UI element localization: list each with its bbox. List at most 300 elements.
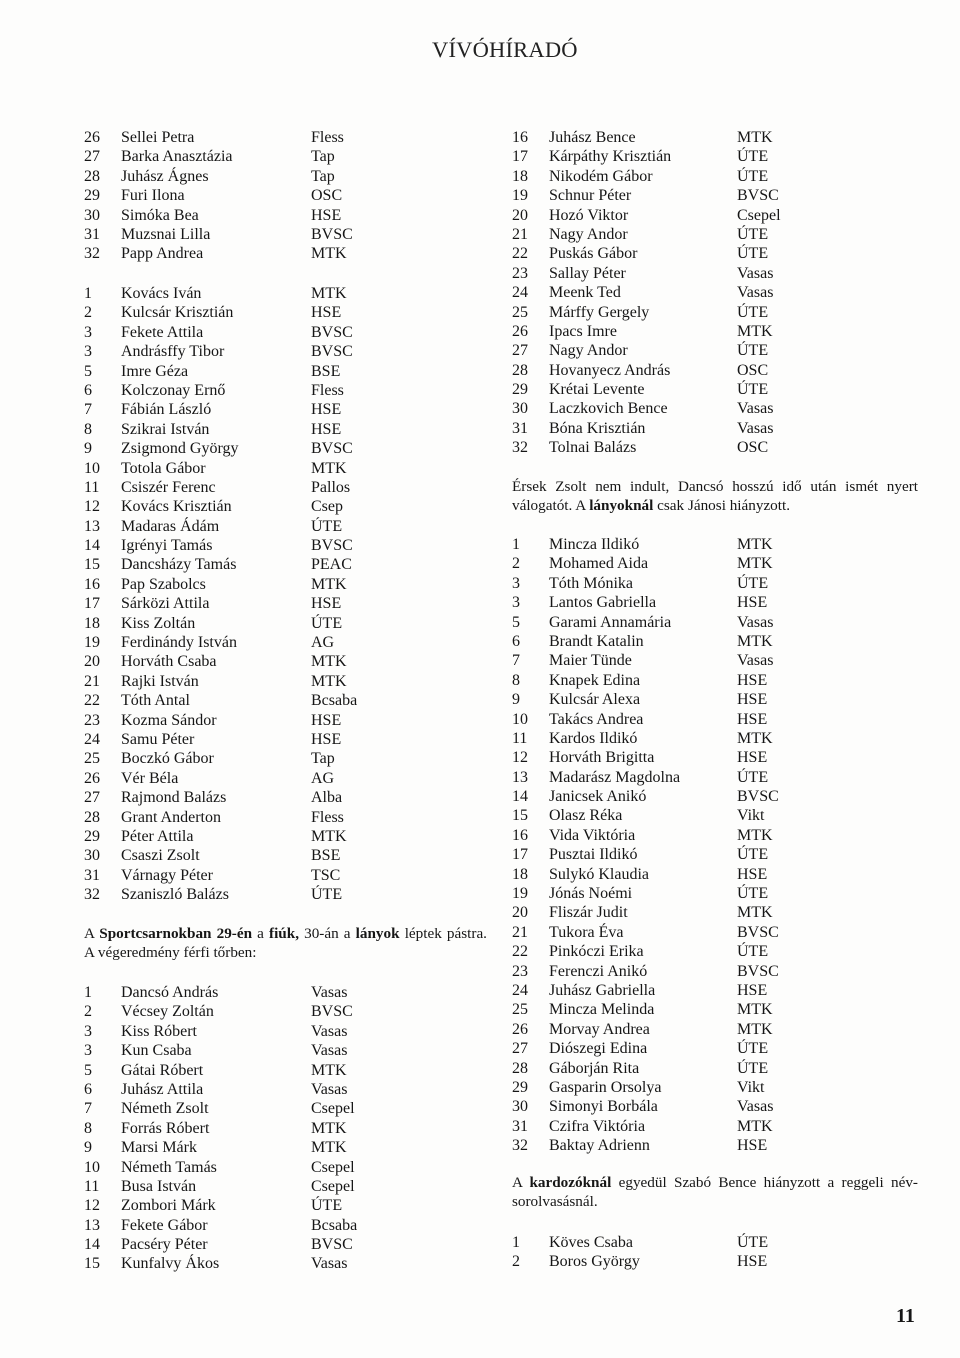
name-cell: Nikodém Gábor xyxy=(549,167,653,185)
name-cell: Samu Péter xyxy=(121,730,195,748)
ranking-row xyxy=(84,497,484,516)
rank-cell: 3 xyxy=(512,574,520,592)
ranking-row xyxy=(84,225,484,244)
ranking-row xyxy=(84,633,484,652)
ranking-row xyxy=(84,536,484,555)
club-cell: HSE xyxy=(311,730,342,748)
ranking-row xyxy=(84,983,484,1002)
name-cell: Tukora Éva xyxy=(549,923,624,941)
ranking-row xyxy=(512,1000,912,1019)
name-cell: Horváth Csaba xyxy=(121,653,217,671)
ranking-row xyxy=(84,1254,484,1273)
club-cell: Csepel xyxy=(311,1158,355,1176)
rank-cell: 13 xyxy=(84,1216,100,1234)
club-cell: BVSC xyxy=(737,962,779,980)
club-cell: BVSC xyxy=(311,323,353,341)
name-cell: Fekete Attila xyxy=(121,323,204,341)
club-cell: ÚTE xyxy=(737,303,769,321)
ranking-row xyxy=(512,1097,912,1116)
club-cell: MTK xyxy=(311,1061,347,1079)
club-cell: Fless xyxy=(311,381,344,399)
rank-cell: 16 xyxy=(512,826,528,844)
ranking-row xyxy=(512,264,912,283)
name-cell: Zombori Márk xyxy=(121,1197,216,1215)
club-cell: Vasas xyxy=(737,284,774,302)
name-cell: Puskás Gábor xyxy=(549,245,638,263)
ranking-row xyxy=(84,1177,484,1196)
club-cell: ÚTE xyxy=(737,245,769,263)
rank-cell: 17 xyxy=(84,595,100,613)
ranking-row xyxy=(512,1039,912,1058)
rank-cell: 6 xyxy=(512,632,520,650)
rank-cell: 10 xyxy=(84,459,100,477)
club-cell: Csepel xyxy=(737,206,781,224)
note-paragraph-left xyxy=(84,924,487,963)
rank-cell: 14 xyxy=(84,537,100,555)
rank-cell: 9 xyxy=(512,691,520,709)
club-cell: MTK xyxy=(311,575,347,593)
name-cell: Köves Csaba xyxy=(549,1234,633,1251)
rank-cell: 22 xyxy=(84,692,100,710)
name-cell: Tolnai Balázs xyxy=(549,439,637,457)
rank-cell: 3 xyxy=(512,594,520,612)
club-cell: BVSC xyxy=(311,440,353,458)
club-cell: Vasas xyxy=(737,400,774,418)
club-cell: Csepel xyxy=(311,1177,355,1195)
rank-cell: 5 xyxy=(512,613,520,631)
club-cell: Vasas xyxy=(737,264,774,282)
rank-cell: 26 xyxy=(84,129,100,146)
ranking-row xyxy=(84,1080,484,1099)
ranking-row xyxy=(84,1235,484,1254)
rank-cell: 2 xyxy=(512,1253,520,1271)
rank-cell: 28 xyxy=(84,167,100,185)
ranking-row xyxy=(84,362,484,381)
name-cell: Szaniszló Balázs xyxy=(121,886,229,904)
rank-cell: 8 xyxy=(512,671,520,689)
club-cell: ÚTE xyxy=(737,1040,769,1058)
name-cell: Baktay Adrienn xyxy=(549,1137,650,1155)
ranking-row xyxy=(84,788,484,807)
ranking-list-right-bottom xyxy=(512,1233,912,1272)
club-cell: MTK xyxy=(737,1020,773,1038)
name-cell: Imre Géza xyxy=(121,362,189,380)
name-cell: Sellei Petra xyxy=(121,129,195,146)
note-text: a xyxy=(252,925,270,942)
name-cell: Mohamed Aida xyxy=(549,555,649,573)
club-cell: ÚTE xyxy=(737,148,769,166)
rank-cell: 24 xyxy=(84,730,100,748)
rank-cell: 5 xyxy=(84,362,92,380)
rank-cell: 1 xyxy=(512,536,520,553)
club-cell: OSC xyxy=(737,361,769,379)
rank-cell: 26 xyxy=(512,322,528,340)
ranking-row xyxy=(84,808,484,827)
club-cell: Tap xyxy=(311,750,335,768)
ranking-row xyxy=(84,1041,484,1060)
rank-cell: 32 xyxy=(84,245,100,263)
name-cell: Zsigmond György xyxy=(121,440,239,458)
rank-cell: 31 xyxy=(512,419,528,437)
name-cell: Sárközi Attila xyxy=(121,595,210,613)
club-cell: Fless xyxy=(311,129,344,146)
rank-cell: 12 xyxy=(84,1197,100,1215)
club-cell: Vasas xyxy=(737,419,774,437)
club-cell: ÚTE xyxy=(737,342,769,360)
club-cell: HSE xyxy=(311,206,342,224)
name-cell: Juhász Bence xyxy=(549,129,636,146)
ranking-row xyxy=(84,400,484,419)
name-cell: Mincza Ildikó xyxy=(549,536,640,553)
rank-cell: 24 xyxy=(512,284,528,302)
ranking-row xyxy=(512,787,912,806)
name-cell: Hovanyecz András xyxy=(549,361,671,379)
name-cell: Dancsó András xyxy=(121,984,219,1001)
note-text: A xyxy=(84,925,100,942)
rank-cell: 28 xyxy=(84,808,100,826)
rank-cell: 15 xyxy=(512,807,528,825)
club-cell: HSE xyxy=(311,595,342,613)
name-cell: Pinkóczi Erika xyxy=(549,943,644,961)
ranking-row xyxy=(512,613,912,632)
rank-cell: 3 xyxy=(84,1022,92,1040)
name-cell: Maier Tünde xyxy=(549,652,632,670)
rank-cell: 32 xyxy=(512,439,528,457)
ranking-row xyxy=(512,768,912,787)
rank-cell: 1 xyxy=(512,1234,520,1251)
name-cell: Madaras Ádám xyxy=(121,517,220,535)
name-cell: Schnur Péter xyxy=(549,187,632,205)
rank-cell: 19 xyxy=(84,634,100,652)
name-cell: Ipacs Imre xyxy=(549,322,617,340)
rank-cell: 27 xyxy=(512,342,528,360)
club-cell: ÚTE xyxy=(737,225,769,243)
rank-cell: 18 xyxy=(84,614,100,632)
rank-cell: 11 xyxy=(84,1177,100,1195)
name-cell: Csiszér Ferenc xyxy=(121,478,216,496)
ranking-row xyxy=(84,1119,484,1138)
club-cell: HSE xyxy=(737,691,768,709)
ranking-row xyxy=(84,885,484,904)
club-cell: Vasas xyxy=(311,1255,348,1273)
ranking-row xyxy=(84,128,484,147)
name-cell: Marsi Márk xyxy=(121,1139,197,1157)
name-cell: Rajki István xyxy=(121,672,199,690)
name-cell: Fliszár Judit xyxy=(549,904,628,922)
rank-cell: 7 xyxy=(84,1100,92,1118)
club-cell: BVSC xyxy=(737,788,779,806)
name-cell: Juhász Attila xyxy=(121,1080,204,1098)
ranking-row xyxy=(512,186,912,205)
ranking-row xyxy=(512,206,912,225)
ranking-row xyxy=(84,284,484,303)
ranking-row xyxy=(84,1196,484,1215)
club-cell: Bcsaba xyxy=(311,1216,358,1234)
rank-cell: 29 xyxy=(512,381,528,399)
club-cell: Vasas xyxy=(737,652,774,670)
club-cell: ÚTE xyxy=(737,1234,769,1251)
ranking-row xyxy=(512,806,912,825)
club-cell: AG xyxy=(311,634,335,652)
name-cell: Gáborján Rita xyxy=(549,1059,640,1077)
club-cell: MTK xyxy=(737,129,773,146)
ranking-row xyxy=(512,593,912,612)
club-cell: HSE xyxy=(737,981,768,999)
club-cell: AG xyxy=(311,769,335,787)
rank-cell: 31 xyxy=(84,866,100,884)
rank-cell: 19 xyxy=(512,885,528,903)
ranking-row xyxy=(512,438,912,457)
rank-cell: 28 xyxy=(512,1059,528,1077)
ranking-row xyxy=(84,594,484,613)
club-cell: MTK xyxy=(737,322,773,340)
rank-cell: 31 xyxy=(84,225,100,243)
club-cell: TSC xyxy=(311,866,341,884)
rank-cell: 17 xyxy=(512,148,528,166)
name-cell: Igrényi Tamás xyxy=(121,537,213,555)
rank-cell: 30 xyxy=(512,1098,528,1116)
name-cell: Forrás Róbert xyxy=(121,1119,210,1137)
name-cell: Pacséry Péter xyxy=(121,1236,208,1254)
ranking-list-left-middle xyxy=(84,284,484,905)
rank-cell: 2 xyxy=(512,555,520,573)
rank-cell: 21 xyxy=(512,225,528,243)
name-cell: Olasz Réka xyxy=(549,807,623,825)
rank-cell: 3 xyxy=(84,323,92,341)
ranking-row xyxy=(84,711,484,730)
rank-cell: 16 xyxy=(512,129,528,146)
name-cell: Diószegi Edina xyxy=(549,1040,648,1058)
ranking-row xyxy=(84,303,484,322)
rank-cell: 3 xyxy=(84,343,92,361)
name-cell: Brandt Katalin xyxy=(549,632,644,650)
page-header-title: VÍVÓHÍRADÓ xyxy=(432,37,578,62)
name-cell: Simonyi Borbála xyxy=(549,1098,658,1116)
name-cell: Németh Zsolt xyxy=(121,1100,209,1118)
club-cell: BVSC xyxy=(311,1236,353,1254)
rank-cell: 9 xyxy=(84,1139,92,1157)
ranking-row xyxy=(84,730,484,749)
ranking-row xyxy=(84,1022,484,1041)
rank-cell: 20 xyxy=(512,206,528,224)
ranking-row xyxy=(84,827,484,846)
ranking-row xyxy=(84,206,484,225)
note-bold-text: lányok xyxy=(355,925,400,942)
ranking-row xyxy=(512,729,912,748)
name-cell: Janicsek Anikó xyxy=(549,788,647,806)
rank-cell: 21 xyxy=(84,672,100,690)
name-cell: Kovács Krisztián xyxy=(121,498,232,516)
rank-cell: 7 xyxy=(512,652,520,670)
name-cell: Kárpáthy Krisztián xyxy=(549,148,672,166)
ranking-row xyxy=(512,845,912,864)
club-cell: ÚTE xyxy=(311,614,343,632)
name-cell: Andrásffy Tibor xyxy=(121,343,225,361)
ranking-row xyxy=(512,865,912,884)
club-cell: BVSC xyxy=(311,537,353,555)
rank-cell: 18 xyxy=(512,865,528,883)
rank-cell: 28 xyxy=(512,361,528,379)
club-cell: MTK xyxy=(737,826,773,844)
name-cell: Gasparin Orsolya xyxy=(549,1078,662,1096)
name-cell: Morvay Andrea xyxy=(549,1020,650,1038)
name-cell: Horváth Brigitta xyxy=(549,749,655,767)
club-cell: ÚTE xyxy=(737,885,769,903)
club-cell: Vikt xyxy=(737,807,765,825)
rank-cell: 2 xyxy=(84,304,92,322)
ranking-row xyxy=(84,691,484,710)
name-cell: Barka Anasztázia xyxy=(121,148,233,166)
club-cell: ÚTE xyxy=(311,1197,343,1215)
club-cell: MTK xyxy=(311,1119,347,1137)
ranking-row xyxy=(512,1117,912,1136)
club-cell: Fless xyxy=(311,808,344,826)
name-cell: Simóka Bea xyxy=(121,206,199,224)
club-cell: HSE xyxy=(737,671,768,689)
rank-cell: 32 xyxy=(512,1137,528,1155)
name-cell: Kozma Sándor xyxy=(121,711,217,729)
ranking-row xyxy=(512,535,912,554)
ranking-row xyxy=(84,652,484,671)
name-cell: Kovács Iván xyxy=(121,285,202,302)
ranking-row xyxy=(84,167,484,186)
club-cell: HSE xyxy=(737,594,768,612)
name-cell: Tóth Mónika xyxy=(549,574,633,592)
name-cell: Grant Anderton xyxy=(121,808,221,826)
name-cell: Totola Gábor xyxy=(121,459,206,477)
name-cell: Nagy Andor xyxy=(549,342,628,360)
ranking-row xyxy=(512,1136,912,1155)
name-cell: Sallay Péter xyxy=(549,264,626,282)
ranking-row xyxy=(84,342,484,361)
ranking-row xyxy=(512,554,912,573)
club-cell: HSE xyxy=(311,304,342,322)
name-cell: Vécsey Zoltán xyxy=(121,1003,214,1021)
club-cell: ÚTE xyxy=(311,517,343,535)
ranking-row xyxy=(512,1233,912,1252)
rank-cell: 12 xyxy=(512,749,528,767)
rank-cell: 9 xyxy=(84,440,92,458)
name-cell: Madarász Magdolna xyxy=(549,768,681,786)
club-cell: Vasas xyxy=(311,1022,348,1040)
ranking-row xyxy=(84,1138,484,1157)
club-cell: MTK xyxy=(311,245,347,263)
ranking-row xyxy=(512,147,912,166)
club-cell: ÚTE xyxy=(737,943,769,961)
name-cell: Busa István xyxy=(121,1177,197,1195)
name-cell: Nagy Andor xyxy=(549,225,628,243)
club-cell: MTK xyxy=(311,459,347,477)
name-cell: Tóth Antal xyxy=(121,692,190,710)
name-cell: Szikrai István xyxy=(121,420,210,438)
rank-cell: 27 xyxy=(84,148,100,166)
ranking-row xyxy=(84,1216,484,1235)
rank-cell: 11 xyxy=(84,478,100,496)
rank-cell: 29 xyxy=(84,187,100,205)
club-cell: ÚTE xyxy=(737,167,769,185)
club-cell: Bcsaba xyxy=(311,692,358,710)
rank-cell: 26 xyxy=(512,1020,528,1038)
name-cell: Furi Ilona xyxy=(121,187,185,205)
ranking-row xyxy=(512,1252,912,1271)
club-cell: OSC xyxy=(311,187,343,205)
club-cell: MTK xyxy=(737,632,773,650)
rank-cell: 21 xyxy=(512,923,528,941)
club-cell: Vasas xyxy=(311,1080,348,1098)
rank-cell: 14 xyxy=(84,1236,100,1254)
rank-cell: 29 xyxy=(84,827,100,845)
rank-cell: 23 xyxy=(84,711,100,729)
name-cell: Laczkovich Bence xyxy=(549,400,668,418)
rank-cell: 18 xyxy=(512,167,528,185)
name-cell: Kulcsár Krisztián xyxy=(121,304,234,322)
rank-cell: 12 xyxy=(84,498,100,516)
club-cell: MTK xyxy=(311,672,347,690)
club-cell: ÚTE xyxy=(737,768,769,786)
note-line xyxy=(512,496,918,515)
ranking-row xyxy=(84,846,484,865)
club-cell: BSE xyxy=(311,362,341,380)
note-text: A xyxy=(512,1174,530,1191)
ranking-row xyxy=(84,749,484,768)
rank-cell: 1 xyxy=(84,285,92,302)
club-cell: BVSC xyxy=(311,225,353,243)
name-cell: Ferenczi Anikó xyxy=(549,962,648,980)
note-paragraph-right-2 xyxy=(512,1173,918,1212)
club-cell: MTK xyxy=(737,536,773,553)
club-cell: HSE xyxy=(311,420,342,438)
club-cell: Csep xyxy=(311,498,343,516)
note-line: sorolvasásnál. xyxy=(512,1193,598,1211)
club-cell: ÚTE xyxy=(311,886,343,904)
name-cell: Pap Szabolcs xyxy=(121,575,206,593)
rank-cell: 15 xyxy=(84,556,100,574)
name-cell: Lantos Gabriella xyxy=(549,594,657,612)
rank-cell: 30 xyxy=(84,847,100,865)
name-cell: Fekete Gábor xyxy=(121,1216,208,1234)
club-cell: OSC xyxy=(737,439,769,457)
club-cell: BVSC xyxy=(311,1003,353,1021)
ranking-row xyxy=(512,962,912,981)
name-cell: Pusztai Ildikó xyxy=(549,846,638,864)
ranking-row xyxy=(512,690,912,709)
club-cell: MTK xyxy=(311,285,347,302)
club-cell: MTK xyxy=(311,1139,347,1157)
rank-cell: 30 xyxy=(512,400,528,418)
name-cell: Kolczonay Ernő xyxy=(121,381,226,399)
rank-cell: 2 xyxy=(84,1003,92,1021)
name-cell: Kun Csaba xyxy=(121,1042,192,1060)
ranking-row xyxy=(512,225,912,244)
club-cell: Vasas xyxy=(311,1042,348,1060)
club-cell: MTK xyxy=(737,904,773,922)
club-cell: HSE xyxy=(737,710,768,728)
ranking-row xyxy=(512,903,912,922)
ranking-list-right-top xyxy=(512,128,912,458)
name-cell: Márffy Gergely xyxy=(549,303,650,321)
name-cell: Kiss Zoltán xyxy=(121,614,196,632)
rank-cell: 20 xyxy=(512,904,528,922)
ranking-row xyxy=(84,439,484,458)
note-text: egyedül Szabó Bence hiányzott a reggeli név- xyxy=(611,1174,918,1191)
name-cell: Sulykó Klaudia xyxy=(549,865,649,883)
ranking-row xyxy=(84,575,484,594)
note-line: A végeredmény férfi tőrben: xyxy=(84,944,257,962)
ranking-row xyxy=(512,923,912,942)
name-cell: Muzsnai Lilla xyxy=(121,225,211,243)
name-cell: Kunfalvy Ákos xyxy=(121,1255,220,1273)
rank-cell: 19 xyxy=(512,187,528,205)
